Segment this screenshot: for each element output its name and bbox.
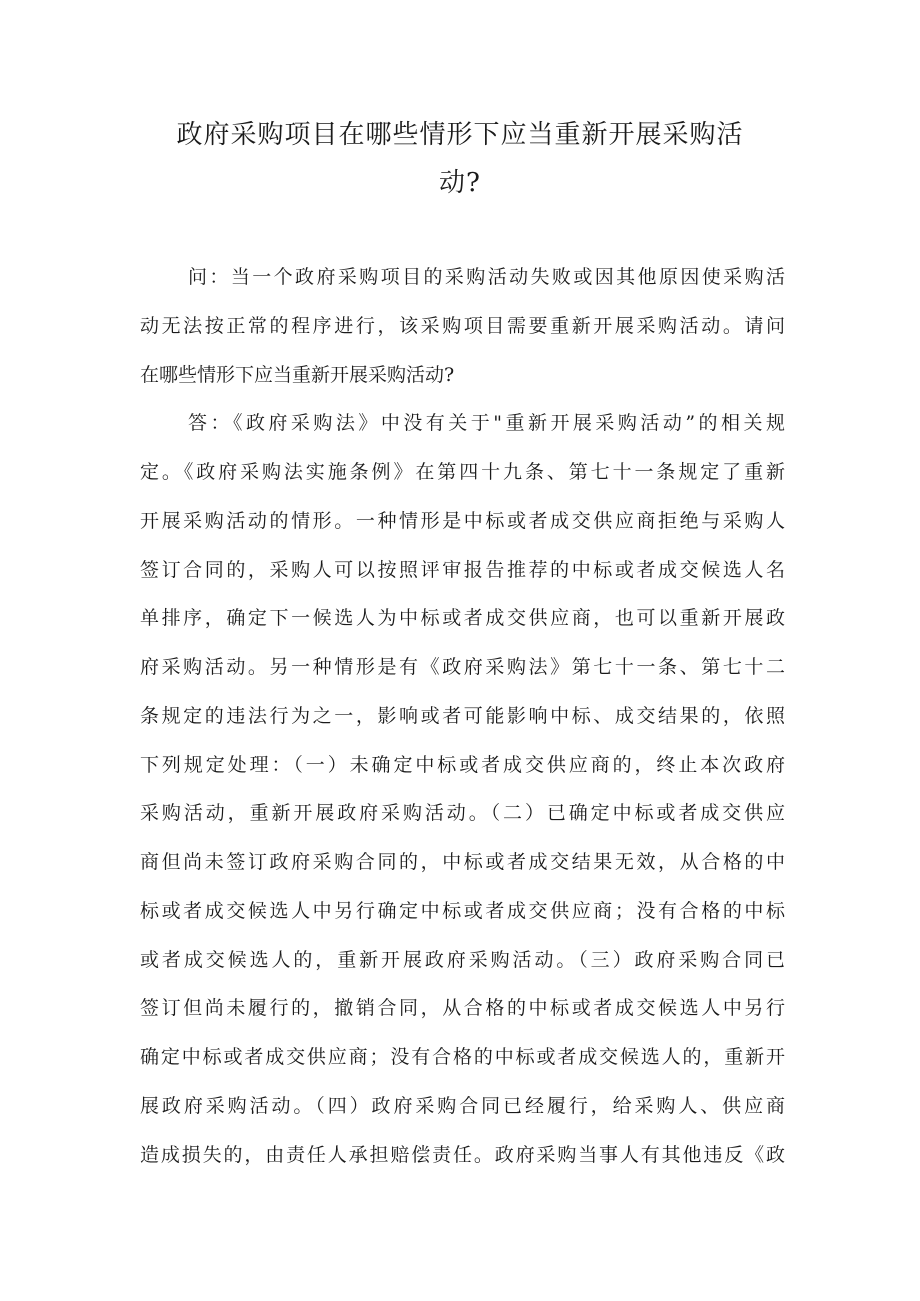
answer-line: 标或者成交候选人中另行确定中标或者成交供应商；没有合格的中标 <box>140 900 785 922</box>
answer-line: 确定中标或者成交供应商；没有合格的中标或者成交候选人的，重新开 <box>140 1046 785 1068</box>
answer-line: 展政府采购活动。（四）政府采购合同已经履行，给采购人、供应商 <box>140 1095 785 1117</box>
answer-line: 府采购活动。另一种情形是有《政府采购法》第七十一条、第七十二 <box>140 656 785 678</box>
answer-line: 造成损失的，由责任人承担赔偿责任。政府采购当事人有其他违反《政 <box>140 1144 785 1166</box>
answer-line: 答：《政府采购法》中没有关于"重新开展采购活动”的相关规 <box>188 412 785 434</box>
question-line: 在哪些情形下应当重新开展采购活动? <box>140 364 455 386</box>
document-title-line-2: 动? <box>439 168 481 198</box>
answer-line: 商但尚未签订政府采购合同的，中标或者成交结果无效，从合格的中 <box>140 851 785 873</box>
question-line: 问：当一个政府采购项目的采购活动失败或因其他原因使采购活 <box>188 266 785 288</box>
answer-line: 签订合同的，采购人可以按照评审报告推荐的中标或者成交候选人名 <box>140 559 785 581</box>
answer-line: 或者成交候选人的，重新开展政府采购活动。（三）政府采购合同已 <box>140 949 785 971</box>
document-title-line-1: 政府采购项目在哪些情形下应当重新开展采购活 <box>176 120 744 150</box>
answer-line: 下列规定处理：（一）未确定中标或者成交供应商的，终止本次政府 <box>140 754 785 776</box>
answer-line: 签订但尚未履行的，撤销合同，从合格的中标或者成交候选人中另行 <box>140 997 785 1019</box>
answer-line: 条规定的违法行为之一，影响或者可能影响中标、成交结果的，依照 <box>140 705 785 727</box>
answer-line: 定。《政府采购法实施条例》在第四十九条、第七十一条规定了重新 <box>140 461 785 483</box>
answer-line: 采购活动，重新开展政府采购活动。（二）已确定中标或者成交供应 <box>140 802 785 824</box>
answer-line: 开展采购活动的情形。一种情形是中标或者成交供应商拒绝与采购人 <box>140 510 785 532</box>
answer-line: 单排序，确定下一候选人为中标或者成交供应商，也可以重新开展政 <box>140 607 785 629</box>
question-line: 动无法按正常的程序进行，该采购项目需要重新开展采购活动。请问 <box>140 315 785 337</box>
